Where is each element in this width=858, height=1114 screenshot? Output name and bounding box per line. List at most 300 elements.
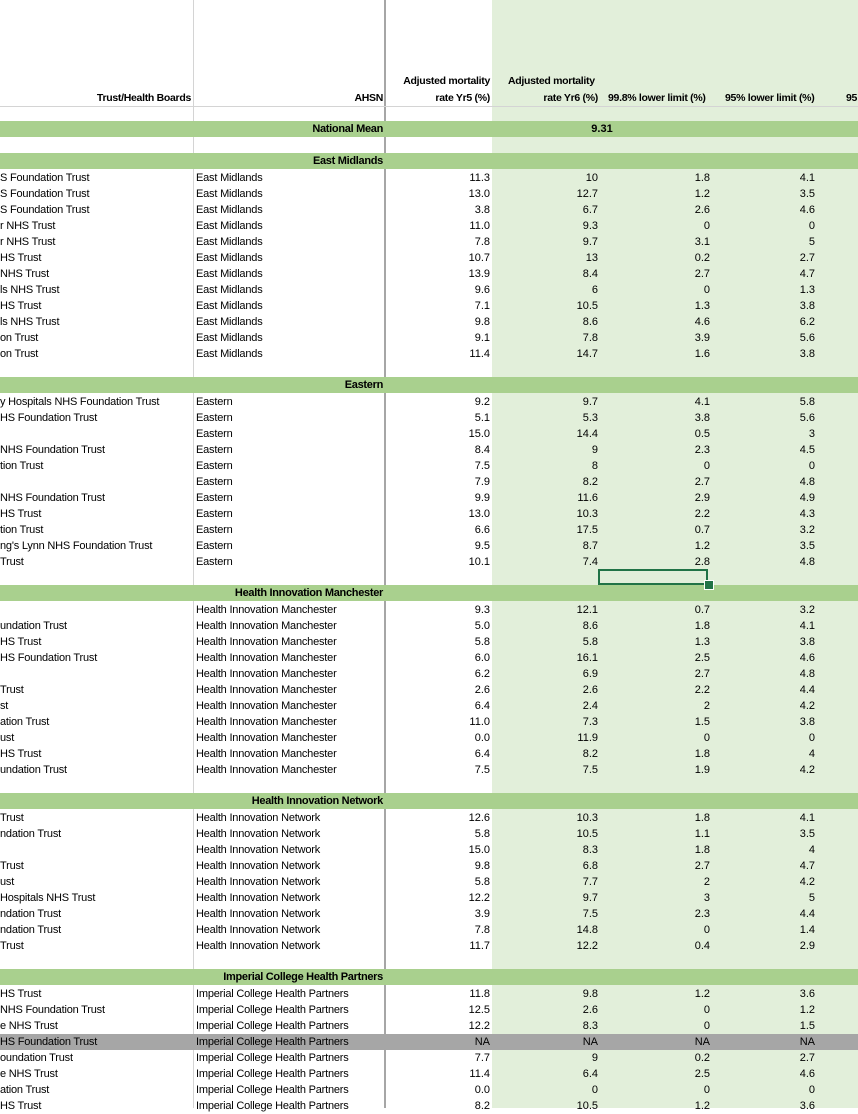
table-row[interactable] [0,922,858,938]
table-row[interactable] [0,762,858,778]
ahsn-cell[interactable]: Eastern [196,524,233,536]
ahsn-cell[interactable]: Imperial College Health Partners [196,988,349,1000]
yr5-cell[interactable]: 8.4 [474,444,490,456]
lower95-cell[interactable]: 3.5 [799,540,815,552]
table-row[interactable] [0,474,858,490]
lower95-cell[interactable]: 4.5 [799,444,815,456]
ahsn-cell[interactable]: East Midlands [196,332,263,344]
lower998-cell[interactable]: 1.2 [694,1100,710,1112]
lower95-cell[interactable]: 0 [808,1084,815,1096]
yr6-cell[interactable]: 6 [591,284,598,296]
lower998-cell[interactable]: 0.7 [694,524,710,536]
table-row[interactable] [0,826,858,842]
lower998-cell[interactable]: 2.5 [694,652,710,664]
table-row[interactable] [0,522,858,538]
yr6-cell[interactable]: 6.7 [582,204,598,216]
ahsn-cell[interactable]: East Midlands [196,188,263,200]
trust-cell[interactable]: NHS Foundation Trust [0,1004,105,1016]
ahsn-cell[interactable]: Health Innovation Manchester [196,764,337,776]
lower95-cell[interactable]: 4.6 [799,1068,815,1080]
yr5-cell[interactable]: 5.8 [474,828,490,840]
trust-cell[interactable]: ation Trust [0,716,50,728]
ahsn-cell[interactable]: Health Innovation Manchester [196,652,337,664]
trust-cell[interactable]: ls NHS Trust [0,284,60,296]
lower95-cell[interactable]: 1.5 [799,1020,815,1032]
lower95-cell[interactable]: 4.1 [799,620,815,632]
trust-cell[interactable]: HS Trust [0,252,42,264]
yr6-cell[interactable]: 10 [585,172,598,184]
yr5-cell[interactable]: 11.0 [469,716,490,728]
lower95-cell[interactable]: 4.3 [799,508,815,520]
yr5-cell[interactable]: 12.2 [468,1020,490,1032]
lower95-cell[interactable]: 3.5 [799,828,815,840]
lower998-cell[interactable]: 1.6 [694,348,710,360]
lower998-cell[interactable]: 3.8 [694,412,710,424]
ahsn-cell[interactable]: Eastern [196,444,233,456]
yr5-cell[interactable]: 6.6 [474,524,490,536]
trust-cell[interactable]: Trust [0,940,24,952]
yr6-cell[interactable]: 10.3 [576,812,598,824]
lower95-cell[interactable]: 4.2 [799,764,815,776]
yr5-cell[interactable]: 6.4 [474,700,490,712]
yr6-cell[interactable]: 12.2 [576,940,598,952]
yr5-cell[interactable]: 9.5 [474,540,490,552]
table-row[interactable] [0,842,858,858]
yr5-cell[interactable]: 13.0 [468,508,490,520]
ahsn-cell[interactable]: Imperial College Health Partners [196,1068,349,1080]
table-row[interactable] [0,442,858,458]
trust-cell[interactable]: e NHS Trust [0,1020,58,1032]
yr5-cell[interactable]: 11.4 [469,1068,490,1080]
header-lower-95[interactable]: 95% lower limit (%) [725,92,815,104]
trust-cell[interactable]: e NHS Trust [0,1068,58,1080]
trust-cell[interactable] [0,474,193,490]
trust-cell[interactable] [0,602,193,618]
lower998-cell[interactable]: 0.2 [694,1052,710,1064]
yr6-cell[interactable]: 10.5 [576,828,598,840]
table-row[interactable] [0,1018,858,1034]
trust-cell[interactable]: st [0,700,9,712]
trust-cell[interactable]: ndation Trust [0,924,61,936]
lower95-cell[interactable]: 3 [808,428,815,440]
yr5-cell[interactable]: 8.2 [474,1100,490,1112]
lower95-cell[interactable]: 3.6 [799,988,815,1000]
ahsn-cell[interactable]: Health Innovation Network [196,828,321,840]
trust-cell[interactable]: Trust [0,684,24,696]
yr5-cell[interactable]: 5.8 [474,636,490,648]
yr5-cell[interactable]: 7.1 [474,300,490,312]
yr5-cell[interactable]: 7.8 [474,924,490,936]
yr6-cell[interactable]: 9 [591,1052,598,1064]
lower95-cell[interactable]: 4 [808,844,815,856]
lower95-cell[interactable]: 3.8 [799,716,815,728]
ahsn-cell[interactable]: Health Innovation Network [196,940,321,952]
ahsn-cell[interactable]: Imperial College Health Partners [196,1100,349,1112]
trust-cell[interactable]: r NHS Trust [0,220,56,232]
table-row[interactable] [0,714,858,730]
trust-cell[interactable]: Trust [0,860,24,872]
table-row[interactable] [0,650,858,666]
trust-cell[interactable] [0,842,193,858]
yr5-cell[interactable]: 15.0 [468,428,490,440]
table-row[interactable] [0,666,858,682]
lower998-cell[interactable]: 2.3 [694,444,710,456]
lower998-cell[interactable]: 1.8 [694,748,710,760]
table-row[interactable] [0,602,858,618]
trust-cell[interactable]: ndation Trust [0,908,61,920]
lower95-cell[interactable]: 4.8 [799,556,815,568]
yr6-cell[interactable]: 8.3 [582,1020,598,1032]
yr5-cell[interactable]: 10.7 [468,252,490,264]
lower998-cell[interactable]: 1.8 [694,172,710,184]
table-row[interactable] [0,746,858,762]
lower95-cell[interactable]: 4.2 [799,700,815,712]
table-row[interactable] [0,730,858,746]
ahsn-cell[interactable]: Health Innovation Network [196,924,321,936]
table-row[interactable] [0,394,858,410]
lower95-cell[interactable]: 4.7 [799,860,815,872]
yr6-cell[interactable]: 12.1 [576,604,598,616]
yr5-cell[interactable]: 7.5 [474,764,490,776]
yr6-cell[interactable]: 7.7 [582,876,598,888]
yr6-cell[interactable]: 8 [591,460,598,472]
lower95-cell[interactable]: 5.8 [799,396,815,408]
header-ahsn[interactable]: AHSN [354,92,383,104]
header-yr6-line2[interactable]: rate Yr6 (%) [543,92,598,104]
ahsn-cell[interactable]: Health Innovation Network [196,892,321,904]
yr5-cell[interactable]: 15.0 [468,844,490,856]
yr5-cell[interactable]: 11.8 [469,988,490,1000]
yr6-cell[interactable]: 2.6 [582,684,598,696]
yr5-cell[interactable]: 0.0 [474,732,490,744]
lower998-cell[interactable]: 0 [703,284,710,296]
table-row[interactable] [0,1066,858,1082]
table-row[interactable] [0,634,858,650]
table-row[interactable] [0,298,858,314]
lower95-cell[interactable]: 4.6 [799,204,815,216]
yr6-cell[interactable]: 6.4 [582,1068,598,1080]
lower998-cell[interactable]: 1.3 [694,636,710,648]
yr5-cell[interactable]: 5.1 [474,412,490,424]
table-row[interactable] [0,218,858,234]
lower998-cell[interactable]: 3.1 [694,236,710,248]
table-row[interactable] [0,698,858,714]
trust-cell[interactable]: S Foundation Trust [0,204,90,216]
table-row[interactable] [0,458,858,474]
trust-cell[interactable]: HS Trust [0,508,42,520]
lower95-cell[interactable]: 2.7 [799,1052,815,1064]
yr5-cell[interactable]: 0.0 [474,1084,490,1096]
yr6-cell[interactable]: 14.4 [576,428,598,440]
lower95-cell[interactable]: 2.7 [799,252,815,264]
group-header-row[interactable] [0,377,858,393]
lower998-cell[interactable]: 0.7 [694,604,710,616]
yr5-cell[interactable]: 7.5 [474,460,490,472]
lower95-cell[interactable]: 4.9 [799,492,815,504]
ahsn-cell[interactable]: Eastern [196,396,233,408]
lower95-cell[interactable]: 4.4 [799,908,815,920]
yr5-cell[interactable]: 9.1 [474,332,490,344]
yr5-cell[interactable]: 11.3 [469,172,490,184]
yr6-cell[interactable]: 8.2 [582,748,598,760]
ahsn-cell[interactable]: Health Innovation Network [196,844,321,856]
trust-cell[interactable]: oundation Trust [0,1052,73,1064]
trust-cell[interactable]: NHS Foundation Trust [0,492,105,504]
yr5-cell[interactable]: 2.6 [474,684,490,696]
yr6-cell[interactable]: 9.7 [582,892,598,904]
yr6-cell[interactable]: 12.7 [576,188,598,200]
ahsn-cell[interactable]: East Midlands [196,172,263,184]
ahsn-cell[interactable]: East Midlands [196,316,263,328]
lower95-cell[interactable]: 3.8 [799,300,815,312]
table-row[interactable] [0,554,858,570]
lower95-cell[interactable]: 4.4 [799,684,815,696]
trust-cell[interactable]: undation Trust [0,620,67,632]
ahsn-cell[interactable]: Eastern [196,476,233,488]
table-row[interactable] [0,810,858,826]
lower95-cell[interactable]: 1.4 [799,924,815,936]
lower95-cell[interactable]: 5 [808,892,815,904]
yr5-cell[interactable]: NA [474,1036,490,1048]
ahsn-cell[interactable]: Health Innovation Manchester [196,716,337,728]
table-row[interactable] [0,618,858,634]
lower95-cell[interactable]: 4.6 [799,652,815,664]
lower998-cell[interactable]: 2.9 [694,492,710,504]
yr5-cell[interactable]: 11.0 [469,220,490,232]
trust-cell[interactable]: y Hospitals NHS Foundation Trust [0,396,160,408]
trust-cell[interactable]: Hospitals NHS Trust [0,892,96,904]
yr6-cell[interactable]: 17.5 [576,524,598,536]
table-row[interactable] [0,1082,858,1098]
table-row[interactable] [0,234,858,250]
table-row[interactable] [0,506,858,522]
table-row[interactable] [0,938,858,954]
yr6-cell[interactable]: 8.2 [582,476,598,488]
yr5-cell[interactable]: 9.8 [474,316,490,328]
yr6-cell[interactable]: 16.1 [576,652,598,664]
lower998-cell[interactable]: 4.6 [694,316,710,328]
ahsn-cell[interactable]: Imperial College Health Partners [196,1036,349,1048]
yr5-cell[interactable]: 13.0 [468,188,490,200]
ahsn-cell[interactable]: East Midlands [196,236,263,248]
lower998-cell[interactable]: 0 [703,460,710,472]
table-row[interactable] [0,346,858,362]
yr6-cell[interactable]: 2.6 [582,1004,598,1016]
yr6-cell[interactable]: NA [582,1036,598,1048]
lower998-cell[interactable]: 2 [703,876,710,888]
lower998-cell[interactable]: 3.9 [694,332,710,344]
yr5-cell[interactable]: 10.1 [468,556,490,568]
table-row[interactable] [0,186,858,202]
trust-cell[interactable]: HS Trust [0,300,42,312]
yr5-cell[interactable]: 9.9 [474,492,490,504]
lower998-cell[interactable]: 1.8 [694,812,710,824]
header-cut-column[interactable]: 95 [846,92,858,104]
lower998-cell[interactable]: 2.7 [694,668,710,680]
lower95-cell[interactable]: 2.9 [799,940,815,952]
yr6-cell[interactable]: 9.7 [582,396,598,408]
yr5-cell[interactable]: 6.4 [474,748,490,760]
trust-cell[interactable]: undation Trust [0,764,67,776]
yr5-cell[interactable]: 5.8 [474,876,490,888]
trust-cell[interactable]: tion Trust [0,460,44,472]
yr6-cell[interactable]: 7.5 [582,764,598,776]
national-mean-row[interactable] [0,121,858,137]
ahsn-cell[interactable]: Eastern [196,412,233,424]
yr6-cell[interactable]: 8.6 [582,620,598,632]
ahsn-cell[interactable]: Eastern [196,492,233,504]
lower95-cell[interactable]: 4.8 [799,476,815,488]
ahsn-cell[interactable]: Health Innovation Manchester [196,620,337,632]
yr6-cell[interactable]: 8.3 [582,844,598,856]
lower95-cell[interactable]: 3.2 [799,524,815,536]
lower998-cell[interactable]: 2.5 [694,1068,710,1080]
table-row[interactable] [0,250,858,266]
lower998-cell[interactable]: 1.3 [694,300,710,312]
yr5-cell[interactable]: 3.8 [474,204,490,216]
yr5-cell[interactable]: 7.8 [474,236,490,248]
yr6-cell[interactable]: 6.8 [582,860,598,872]
yr5-cell[interactable]: 3.9 [474,908,490,920]
lower998-cell[interactable]: 1.5 [694,716,710,728]
ahsn-cell[interactable]: East Midlands [196,300,263,312]
lower998-cell[interactable]: 1.8 [694,620,710,632]
yr6-cell[interactable]: 14.8 [576,924,598,936]
lower95-cell[interactable]: 4.1 [799,172,815,184]
table-row[interactable] [0,682,858,698]
ahsn-cell[interactable]: Health Innovation Manchester [196,700,337,712]
lower95-cell[interactable]: 0 [808,732,815,744]
table-row[interactable] [0,1034,858,1050]
lower998-cell[interactable]: 1.1 [694,828,710,840]
trust-cell[interactable]: HS Foundation Trust [0,1036,98,1048]
yr6-cell[interactable]: 13 [585,252,598,264]
ahsn-cell[interactable]: Eastern [196,540,233,552]
ahsn-cell[interactable]: East Midlands [196,348,263,360]
table-row[interactable] [0,874,858,890]
trust-cell[interactable]: r NHS Trust [0,236,56,248]
trust-cell[interactable]: tion Trust [0,524,44,536]
group-header-row[interactable] [0,969,858,985]
lower998-cell[interactable]: 2.7 [694,268,710,280]
lower95-cell[interactable]: 0 [808,460,815,472]
lower998-cell[interactable]: 2.2 [694,684,710,696]
yr6-cell[interactable]: 10.3 [576,508,598,520]
lower95-cell[interactable]: 4.2 [799,876,815,888]
ahsn-cell[interactable]: Health Innovation Manchester [196,748,337,760]
ahsn-cell[interactable]: East Midlands [196,284,263,296]
lower95-cell[interactable]: NA [799,1036,815,1048]
lower95-cell[interactable]: 0 [808,220,815,232]
ahsn-cell[interactable]: Eastern [196,428,233,440]
yr5-cell[interactable]: 9.2 [474,396,490,408]
lower998-cell[interactable]: 0 [703,924,710,936]
lower95-cell[interactable]: 5 [808,236,815,248]
trust-cell[interactable]: NHS Foundation Trust [0,444,105,456]
yr6-cell[interactable]: 6.9 [582,668,598,680]
lower95-cell[interactable]: 5.6 [799,332,815,344]
trust-cell[interactable] [0,666,193,682]
yr6-cell[interactable]: 8.6 [582,316,598,328]
lower998-cell[interactable]: 0.4 [694,940,710,952]
table-row[interactable] [0,410,858,426]
lower95-cell[interactable]: 1.2 [799,1004,815,1016]
active-cell-selection[interactable] [598,569,708,585]
ahsn-cell[interactable]: East Midlands [196,220,263,232]
table-row[interactable] [0,538,858,554]
trust-cell[interactable]: HS Foundation Trust [0,412,98,424]
yr6-cell[interactable]: 9.3 [582,220,598,232]
yr5-cell[interactable]: 12.5 [468,1004,490,1016]
lower998-cell[interactable]: 0 [703,220,710,232]
trust-cell[interactable]: HS Trust [0,1100,42,1112]
group-header-row[interactable] [0,153,858,169]
table-row[interactable] [0,490,858,506]
ahsn-cell[interactable]: East Midlands [196,252,263,264]
trust-cell[interactable]: ndation Trust [0,828,61,840]
lower998-cell[interactable]: 1.2 [694,540,710,552]
lower95-cell[interactable]: 3.8 [799,348,815,360]
lower95-cell[interactable]: 4 [808,748,815,760]
ahsn-cell[interactable]: Health Innovation Network [196,908,321,920]
yr5-cell[interactable]: 7.9 [474,476,490,488]
table-row[interactable] [0,906,858,922]
table-row[interactable] [0,890,858,906]
lower998-cell[interactable]: 0 [703,1020,710,1032]
yr6-cell[interactable]: 5.8 [582,636,598,648]
lower998-cell[interactable]: 1.2 [694,988,710,1000]
lower998-cell[interactable]: 2.2 [694,508,710,520]
table-row[interactable] [0,282,858,298]
lower95-cell[interactable]: 4.8 [799,668,815,680]
ahsn-cell[interactable]: Health Innovation Network [196,812,321,824]
yr6-cell[interactable]: 8.7 [582,540,598,552]
yr6-cell[interactable]: 11.9 [577,732,598,744]
lower998-cell[interactable]: 0 [703,1004,710,1016]
lower998-cell[interactable]: 1.8 [694,844,710,856]
group-header-row[interactable] [0,585,858,601]
yr5-cell[interactable]: 7.7 [474,1052,490,1064]
yr6-cell[interactable]: 7.4 [582,556,598,568]
header-lower-998[interactable]: 99.8% lower limit (%) [608,92,706,104]
trust-cell[interactable]: ation Trust [0,1084,50,1096]
yr6-cell[interactable]: 2.4 [582,700,598,712]
lower95-cell[interactable]: 1.3 [799,284,815,296]
lower95-cell[interactable]: 3.2 [799,604,815,616]
lower95-cell[interactable]: 3.5 [799,188,815,200]
yr5-cell[interactable]: 9.3 [474,604,490,616]
trust-cell[interactable]: ls NHS Trust [0,316,60,328]
table-row[interactable] [0,1098,858,1114]
trust-cell[interactable]: HS Foundation Trust [0,652,98,664]
ahsn-cell[interactable]: Health Innovation Network [196,860,321,872]
ahsn-cell[interactable]: Imperial College Health Partners [196,1004,349,1016]
table-row[interactable] [0,314,858,330]
ahsn-cell[interactable]: Health Innovation Network [196,876,321,888]
table-row[interactable] [0,1050,858,1066]
lower998-cell[interactable]: 2.3 [694,908,710,920]
trust-cell[interactable]: S Foundation Trust [0,172,90,184]
lower998-cell[interactable]: 2.7 [694,476,710,488]
ahsn-cell[interactable]: East Midlands [196,268,263,280]
lower998-cell[interactable]: 0 [703,1084,710,1096]
trust-cell[interactable]: S Foundation Trust [0,188,90,200]
lower998-cell[interactable]: 0 [703,732,710,744]
ahsn-cell[interactable]: Eastern [196,460,233,472]
lower998-cell[interactable]: 2.7 [694,860,710,872]
lower95-cell[interactable]: 3.6 [799,1100,815,1112]
trust-cell[interactable]: Trust [0,556,24,568]
